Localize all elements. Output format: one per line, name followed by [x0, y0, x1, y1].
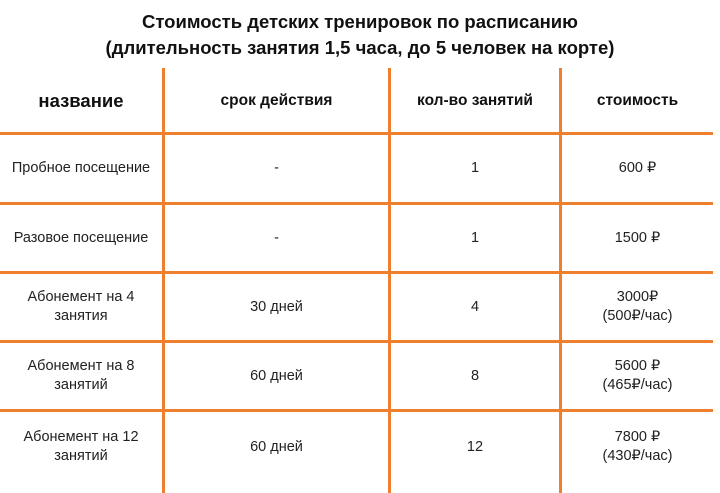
title-line-1: Стоимость детских тренировок по расписанию: [142, 11, 578, 32]
row-2-count: 1: [470, 229, 480, 246]
price-table: [0, 68, 720, 493]
page-title: [0, 9, 720, 61]
row-3-name: [0, 274, 162, 340]
header-name: название: [38, 89, 124, 111]
row-4-count: 8: [470, 367, 480, 384]
row-5-price-value: 7800 ₽: [614, 429, 661, 445]
row-1-price-value: 600 ₽: [618, 160, 657, 176]
row-4-name-text: Абонемент на 8 занятий: [27, 358, 135, 393]
header-price: стоимость: [596, 91, 679, 109]
row-3-period: 30 дней: [250, 298, 303, 315]
row-4-name: [0, 343, 162, 409]
row-5-name: [0, 412, 162, 482]
row-5-count: 12: [466, 438, 484, 455]
row-3-count: 4: [470, 298, 480, 315]
row-2-price: [562, 205, 713, 271]
row-4-price: [562, 343, 713, 409]
row-5-price: [562, 412, 713, 482]
row-1-period: -: [274, 160, 279, 176]
row-4-price-value: 5600 ₽: [614, 358, 661, 374]
row-5-price-note: (430₽/час): [602, 448, 673, 464]
row-4-period: 60 дней: [250, 367, 303, 384]
row-2-period: -: [274, 229, 279, 246]
header-count: кол-во занятий: [417, 91, 533, 109]
row-3-price-note: (500₽/час): [602, 308, 673, 324]
row-2-price-value: 1500 ₽: [614, 229, 661, 246]
row-3-name-text: Абонемент на 4 занятия: [27, 289, 135, 324]
row-1-count: 1: [470, 160, 480, 176]
row-3-price-value: 3000₽: [616, 289, 659, 305]
row-2-name: Разовое посещение: [13, 229, 149, 246]
title-line-2: (длительность занятия 1,5 часа, до 5 человек на корте): [105, 37, 615, 58]
header-period: срок действия: [220, 91, 333, 109]
row-1-name: Пробное посещение: [11, 160, 151, 176]
row-1-price: [562, 135, 713, 202]
row-5-name-text: Абонемент на 12 занятий: [23, 429, 139, 464]
row-4-price-note: (465₽/час): [602, 377, 673, 393]
row-3-price: [562, 274, 713, 340]
row-5-period: 60 дней: [250, 438, 303, 455]
